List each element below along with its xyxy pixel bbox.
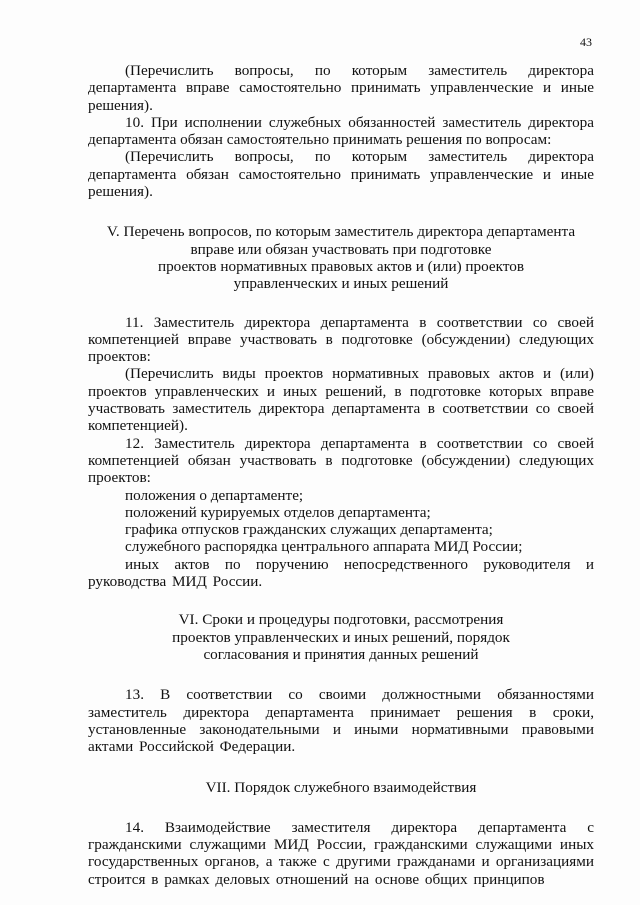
spacer <box>88 755 594 779</box>
list-item: графика отпусков гражданских служащих департамента; <box>125 521 493 539</box>
section-5-heading <box>88 223 594 292</box>
section-6-title-line-1: VI. Сроки и процедуры подготовки, рассмотрения <box>178 611 504 629</box>
spacer <box>88 590 594 611</box>
document-content <box>88 62 594 888</box>
list-item: положений курируемых отделов департамента; <box>125 503 431 521</box>
paragraph-11-note: (Перечислить виды проектов нормативных правовых актов и (или) проектов управленческих и иных решений, в подготовке которых вправе участвовать заместитель директора департамента в соответствии со своей компетенцией). <box>88 365 594 435</box>
section-5-title-line-3: проектов нормативных правовых актов и (или) проектов <box>157 257 525 275</box>
section-5-title-line-4: управленческих и иных решений <box>233 275 449 293</box>
spacer <box>88 663 594 686</box>
paragraph-10: 10. При исполнении служебных обязанностей заместитель директора департамента обязан самостоятельно принимать решения по вопросам: <box>88 113 594 149</box>
project-list <box>88 487 594 591</box>
spacer <box>88 797 594 819</box>
section-5-title-line-2: вправе или обязан участвовать при подготовке <box>190 240 492 258</box>
section-5-title-line-1: V. Перечень вопросов, по которым заместитель директора департамента <box>106 223 576 241</box>
spacer <box>88 293 594 314</box>
section-6-title-line-3: согласования и принятия данных решений <box>203 645 479 663</box>
section-6-heading <box>88 611 594 663</box>
page-number: 43 <box>580 35 592 49</box>
spacer <box>88 200 594 223</box>
paragraph-13: 13. В соответствии со своими должностными обязанностями заместитель директора департамента принимает решения в сроки, установленные законодательными и иными нормативными правовыми актами Российской Федерации. <box>88 686 594 756</box>
paragraph-12: 12. Заместитель директора департамента в соответствии со своей компетенцией обязан участвовать в подготовке (обсуждении) следующих проектов: <box>88 434 594 487</box>
intro-paragraph-2: (Перечислить вопросы, по которым заместитель директора департамента обязан самостоятельно принимать управленческие и иные решения). <box>88 148 594 201</box>
section-6-title-line-2: проектов управленческих и иных решений, порядок <box>172 628 510 646</box>
paragraph-11: 11. Заместитель директора департамента в соответствии со своей компетенцией вправе участвовать в подготовке (обсуждении) следующих проектов: <box>88 313 594 366</box>
list-item-last: иных актов по поручению непосредственного руководителя и руководства МИД России. <box>88 555 594 591</box>
paragraph-14: 14. Взаимодействие заместителя директора департамента с гражданскими служащими МИД России, гражданскими служащими иных государственных органов, а также с другими гражданами и организациями строится в рамках деловых отношений на основе общих принципов <box>88 818 594 888</box>
section-7-title: VII. Порядок служебного взаимодействия <box>205 779 477 797</box>
intro-paragraph-1: (Перечислить вопросы, по которым заместитель директора департамента вправе самостоятельно принимать управленческие и иные решения). <box>88 62 594 114</box>
list-item: служебного распорядка центрального аппарата МИД России; <box>125 538 523 556</box>
list-item: положения о департаменте; <box>125 486 304 504</box>
